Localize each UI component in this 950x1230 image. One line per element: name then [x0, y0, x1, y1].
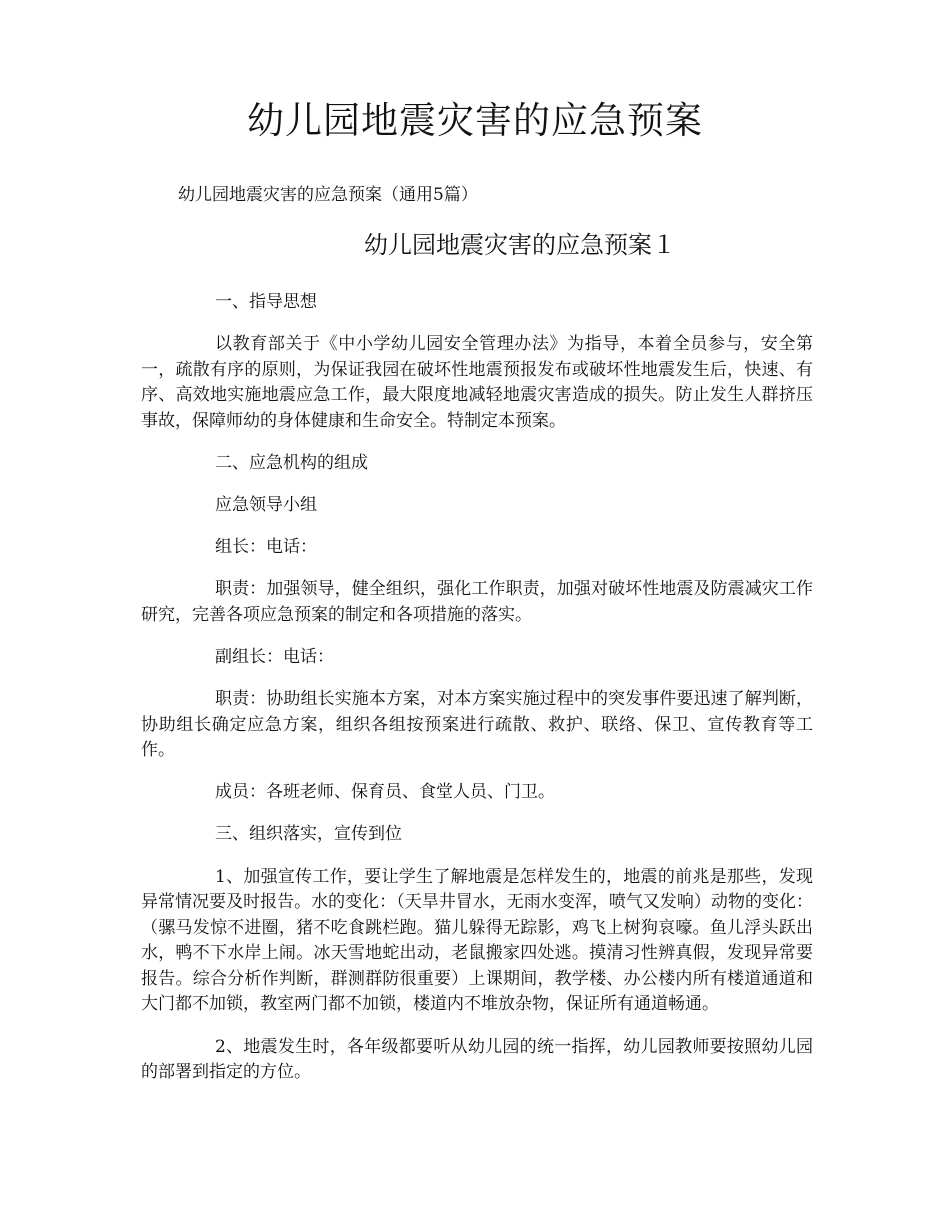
section-title: 幼儿园地震灾害的应急预案１: [364, 231, 676, 259]
document-subtitle: 幼儿园地震灾害的应急预案（通用5篇）: [178, 185, 478, 205]
paragraph: 2、地震发生时，各年级都要听从幼儿园的统一指挥，幼儿园教师要按照幼儿园的部署到指定的方位。: [141, 1036, 813, 1083]
paragraph: 成员：各班老师、保育员、食堂人员、门卫。: [215, 782, 555, 803]
paragraph: 职责：协助组长实施本方案，对本方案实施过程中的突发事件要迅速了解判断，协助组长确定应急方案，组织各组按预案进行疏散、救护、联络、保卫、宣传教育等工作。: [141, 689, 813, 761]
heading-guiding-ideology: 一、指导思想: [215, 292, 317, 312]
document-title: 幼儿园地震灾害的应急预案: [247, 99, 703, 142]
paragraph: 1、加强宣传工作，要让学生了解地震是怎样发生的，地震的前兆是那些，发现异常情况要及时报告。水的变化：（天旱井冒水，无雨水变浑，喷气又发响）动物的变化：（骡马发惊不进圈，猪不吃食跳栏跑。猫儿躲得无踪影，鸡飞上树狗哀嚎。鱼儿浮头跃出水，鸭不下水岸上闹。冰天雪地蛇出动，老鼠搬家四处逃。摸清习性辨真假，发现异常要报告。综合分析作判断，群测群防很重要）上课期间，教学楼、办公楼内所有楼道通道和大门都不加锁，教室两门都不加锁，楼道内不堆放杂物，保证所有通道畅通。: [141, 866, 813, 1015]
paragraph: 副组长：电话：: [215, 646, 334, 667]
paragraph: 以教育部关于《中小学幼儿园安全管理办法》为指导，本着全员参与，安全第一，疏散有序的原则，为保证我园在破坏性地震预报发布或破坏性地震发生后，快速、有序、高效地实施地震应急工作，最大限度地减轻地震灾害造成的损失。防止发生人群挤压事故，保障师幼的身体健康和生命安全。特制定本预案。: [141, 334, 813, 431]
paragraph: 组长：电话：: [215, 537, 317, 558]
heading-organization: 三、组织落实，宣传到位: [215, 824, 402, 845]
document-body: [141, 290, 813, 1102]
paragraph: 职责：加强领导，健全组织，强化工作职责，加强对破坏性地震及防震减灾工作研究，完善各项应急预案的制定和各项措施的落实。: [141, 579, 813, 625]
heading-emergency-org: 二、应急机构的组成: [215, 452, 368, 473]
paragraph: 应急领导小组: [215, 495, 317, 516]
